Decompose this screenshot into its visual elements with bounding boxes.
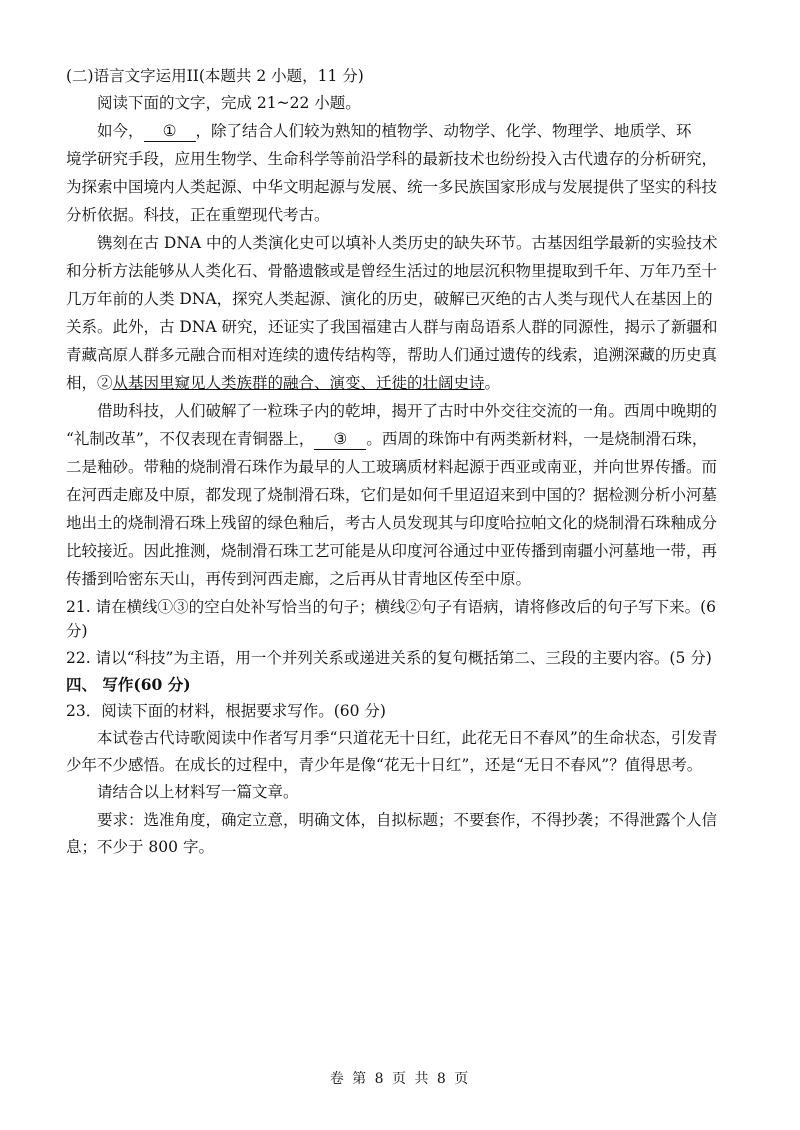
material-line: 本试卷古代诗歌阅读中作者写月季“只道花无十日红，此花无日不春风”的生命状态，引发青 [97, 729, 718, 747]
passage-line: 在河西走廊及中原，都发现了烧制滑石珠，它们是如何千里迢迢来到中国的？据检测分析小河墓 [66, 486, 718, 504]
passage-line: 镌刻在古 DNA 中的人类演化史可以填补人类历史的缺失环节。古基因组学最新的实验技术 [97, 234, 718, 252]
underlined-sentence-2: 从基因里窥见人类族群的融合、演变、迁徙的壮阔史诗 [112, 374, 485, 392]
question-23: 23．阅读下面的材料，根据要求写作。(60 分) [66, 702, 386, 720]
passage-line: 青藏高原人群多元融合而相对连续的遗传结构等，帮助人们通过遗传的线索，追溯深藏的历史真 [66, 346, 718, 364]
material-line: 请结合以上材料写一篇文章。 [97, 783, 299, 801]
passage-line: “礼制改革”，不仅表现在青铜器上， ③ 。西周的珠饰中有两类新材料，一是烧制滑石珠， [66, 430, 708, 448]
material-line: 少年不少感悟。在成长的过程中，青少年是像“花无十日红”，还是“无日不春风”？值得思考。 [66, 756, 703, 774]
requirements-line: 要求：选准角度，确定立意，明确文体，自拟标题；不要套作，不得抄袭；不得泄露个人信 [97, 811, 718, 829]
question-21: 21. 请在横线①③的空白处补写恰当的句子；横线②句子有语病，请将修改后的句子写下来。(6 [66, 598, 716, 616]
passage-line: 传播到哈密东天山，再传到河西走廊，之后再从甘青地区传至中原。 [66, 570, 532, 588]
blank-1: ① [144, 121, 196, 142]
question-22: 22. 请以“科技”为主语，用一个并列关系或递进关系的复句概括第二、三段的主要内容。(5 分) [66, 649, 712, 667]
section-heading: (二)语言文字运用II(本题共 2 小题，11 分) [66, 67, 364, 85]
page-footer: 卷 第 8 页 共 8 页 [329, 1071, 471, 1087]
passage-line: 境学研究手段，应用生物学、生命科学等前沿学科的最新技术也纷纷投入古代遗存的分析研究， [66, 150, 718, 168]
passage-line: 关系。此外，古 DNA 研究，还证实了我国福建古人群与南岛语系人群的同源性，揭示了新疆和 [66, 318, 718, 336]
passage-line: 比较接近。因此推测，烧制滑石珠工艺可能是从印度河谷通过中亚传播到南疆小河墓地一带，再 [66, 542, 718, 560]
passage-line: 和分析方法能够从人类化石、骨骼遗骸或是曾经生活过的地层沉积物里提取到千年、万年乃至十 [66, 262, 718, 280]
question-21-cont: 分) [66, 622, 88, 640]
writing-heading: 四、 写作(60 分) [66, 675, 191, 694]
passage-line: 几万年前的人类 DNA，探究人类起源、演化的历史，破解已灭绝的古人类与现代人在基因上的 [66, 290, 713, 308]
passage-line: 相，②从基因里窥见人类族群的融合、演变、迁徙的壮阔史诗。 [66, 374, 501, 392]
requirements-line: 息；不少于 800 字。 [66, 838, 214, 856]
instruction: 阅读下面的文字，完成 21~22 小题。 [97, 94, 361, 112]
passage-line: 二是釉砂。带釉的烧制滑石珠作为最早的人工玻璃质材料起源于西亚或南亚，并向世界传播。而 [66, 458, 718, 476]
passage-line: 分析依据。科技，正在重塑现代考古。 [66, 206, 330, 224]
passage-line: 如今， ① ，除了结合人们较为熟知的植物学、动物学、化学、物理学、地质学、环 [97, 122, 692, 140]
passage-line: 地出土的烧制滑石珠上残留的绿色釉后，考古人员发现其与印度哈拉帕文化的烧制滑石珠釉成分 [66, 514, 718, 532]
blank-3: ③ [314, 429, 366, 450]
passage-line: 借助科技，人们破解了一粒珠子内的乾坤，揭开了古时中外交往交流的一角。西周中晚期的 [97, 402, 718, 420]
passage-line: 为探索中国境内人类起源、中华文明起源与发展、统一多民族国家形成与发展提供了坚实的科技 [66, 178, 718, 196]
